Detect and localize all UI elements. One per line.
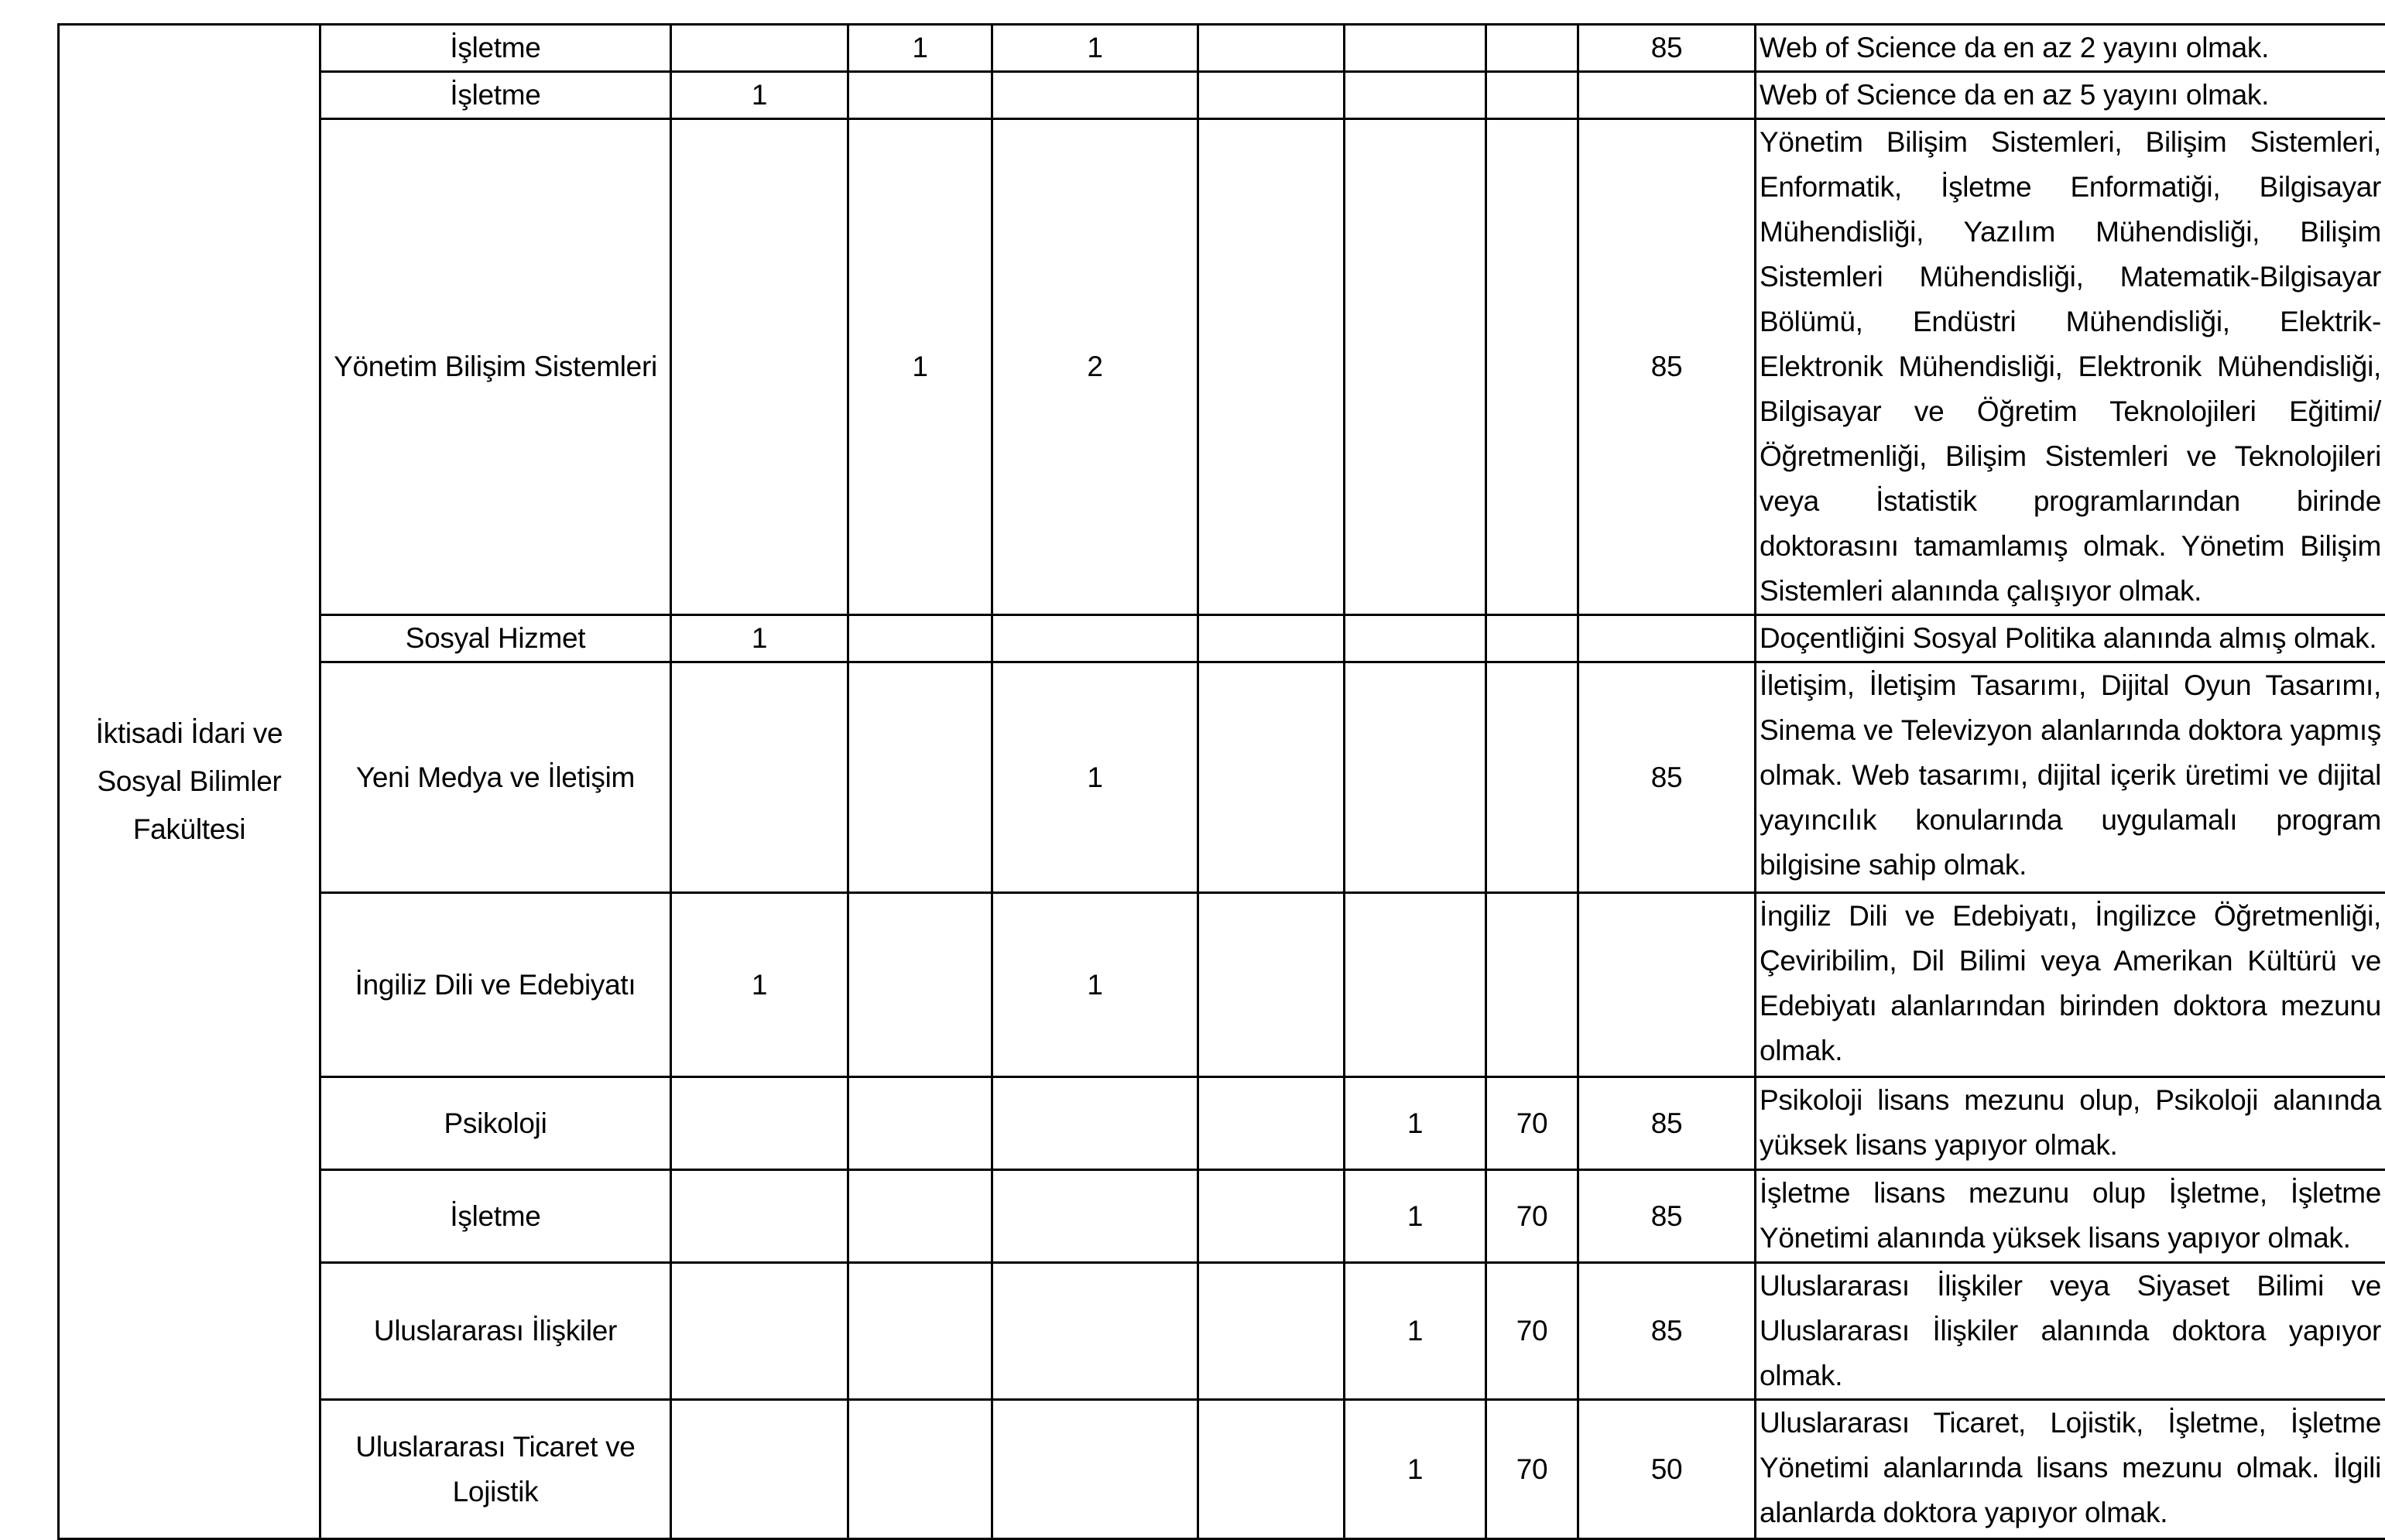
count-cell [848, 1263, 992, 1400]
table-row [59, 119, 2385, 615]
count-cell: 1 [992, 893, 1198, 1077]
count-cell: 1 [1345, 1263, 1486, 1400]
count-cell [848, 1400, 992, 1539]
score-cell [1578, 893, 1756, 1077]
count-cell: 1 [992, 662, 1198, 893]
count-cell [1198, 72, 1345, 119]
department-name: Sosyal Hizmet [320, 615, 671, 662]
table-row [59, 25, 2385, 72]
score-cell [1486, 72, 1578, 119]
requirement-text: Uluslararası Ticaret, Lojistik, İşletme, İşletme Yönetimi alanlarında lisans mezunu olmak. İlgili alanlarda doktora yapıyor olmak. [1756, 1400, 2385, 1539]
department-name: Yeni Medya ve İletişim [320, 662, 671, 893]
count-cell [848, 662, 992, 893]
count-cell [1345, 119, 1486, 615]
count-cell [992, 1170, 1198, 1263]
count-cell [992, 1263, 1198, 1400]
score-cell [1486, 119, 1578, 615]
count-cell [1198, 662, 1345, 893]
count-cell [1198, 615, 1345, 662]
requirement-text: Uluslararası İlişkiler veya Siyaset Bilimi ve Uluslararası İlişkiler alanında doktora yapıyor olmak. [1756, 1263, 2385, 1400]
count-cell [671, 1170, 848, 1263]
requirement-text: İşletme lisans mezunu olup İşletme, İşletme Yönetimi alanında yüksek lisans yapıyor olmak. [1756, 1170, 2385, 1263]
count-cell [671, 1400, 848, 1539]
count-cell [1198, 893, 1345, 1077]
requirement-text: Psikoloji lisans mezunu olup, Psikoloji alanında yüksek lisans yapıyor olmak. [1756, 1077, 2385, 1170]
department-name: Psikoloji [320, 1077, 671, 1170]
count-cell [848, 893, 992, 1077]
table-row [59, 1077, 2385, 1170]
requirement-text: Yönetim Bilişim Sistemleri, Bilişim Sistemleri, Enformatik, İşletme Enformatiği, Bilgisayar Mühendisliği, Yazılım Mühendisliği, Bilişim Sistemleri Mühendisliği, Matematik-Bilgisayar Bölümü, Endüstri Mühendisliği, Elektrik- Elektronik Mühendisliği, Elektronik Mühendisliği, Bilgisayar ve Öğretim Teknolojileri Eğitimi/Öğretmenliği, Bilişim Sistemleri ve Teknolojileri veya İstatistik programlarından birinde doktorasını tamamlamış olmak. Yönetim Bilişim Sistemleri alanında çalışıyor olmak. [1756, 119, 2385, 615]
count-cell: 1 [848, 119, 992, 615]
count-cell [1345, 25, 1486, 72]
faculty-positions-table [57, 23, 2385, 1540]
table-row [59, 1170, 2385, 1263]
table-row [59, 893, 2385, 1077]
count-cell [1198, 1077, 1345, 1170]
score-cell [1486, 893, 1578, 1077]
count-cell [1345, 662, 1486, 893]
count-cell [1345, 893, 1486, 1077]
count-cell [848, 615, 992, 662]
count-cell [1198, 119, 1345, 615]
count-cell [1198, 1170, 1345, 1263]
count-cell [992, 615, 1198, 662]
count-cell [848, 1170, 992, 1263]
requirement-text: Doçentliğini Sosyal Politika alanında almış olmak. [1756, 615, 2385, 662]
department-name: İşletme [320, 1170, 671, 1263]
table-row [59, 662, 2385, 893]
requirement-text: Web of Science da en az 2 yayını olmak. [1756, 25, 2385, 72]
count-cell [992, 1077, 1198, 1170]
score-cell: 85 [1578, 1170, 1756, 1263]
count-cell [1345, 615, 1486, 662]
score-cell: 50 [1578, 1400, 1756, 1539]
count-cell: 1 [1345, 1170, 1486, 1263]
count-cell [848, 1077, 992, 1170]
department-name: Uluslararası Ticaret ve Lojistik [320, 1400, 671, 1539]
score-cell: 85 [1578, 662, 1756, 893]
department-name: İngiliz Dili ve Edebiyatı [320, 893, 671, 1077]
department-name: İşletme [320, 25, 671, 72]
score-cell: 70 [1486, 1400, 1578, 1539]
count-cell: 1 [992, 25, 1198, 72]
count-cell [992, 72, 1198, 119]
count-cell: 1 [671, 893, 848, 1077]
score-cell: 85 [1578, 1077, 1756, 1170]
score-cell: 85 [1578, 119, 1756, 615]
count-cell [1198, 1400, 1345, 1539]
score-cell: 85 [1578, 1263, 1756, 1400]
score-cell [1486, 25, 1578, 72]
requirement-text: İngiliz Dili ve Edebiyatı, İngilizce Öğretmenliği, Çeviribilim, Dil Bilimi veya Amerikan Kültürü ve Edebiyatı alanlarından birinden doktora mezunu olmak. [1756, 893, 2385, 1077]
department-name: İşletme [320, 72, 671, 119]
count-cell: 1 [671, 615, 848, 662]
table-row [59, 1263, 2385, 1400]
count-cell [992, 1400, 1198, 1539]
table-row [59, 615, 2385, 662]
count-cell: 1 [671, 72, 848, 119]
table-row [59, 1400, 2385, 1539]
score-cell [1486, 615, 1578, 662]
score-cell: 70 [1486, 1170, 1578, 1263]
score-cell: 70 [1486, 1263, 1578, 1400]
requirement-text: İletişim, İletişim Tasarımı, Dijital Oyun Tasarımı, Sinema ve Televizyon alanlarında doktora yapmış olmak. Web tasarımı, dijital içerik üretimi ve dijital yayıncılık konularında uygulamalı program bilgisine sahip olmak. [1756, 662, 2385, 893]
score-cell: 85 [1578, 25, 1756, 72]
count-cell: 1 [848, 25, 992, 72]
table-row [59, 72, 2385, 119]
faculty-name: İktisadi İdari ve Sosyal Bilimler Fakültesi [59, 25, 320, 1539]
count-cell [671, 25, 848, 72]
count-cell [1345, 72, 1486, 119]
score-cell [1486, 662, 1578, 893]
requirement-text: Web of Science da en az 5 yayını olmak. [1756, 72, 2385, 119]
department-name: Yönetim Bilişim Sistemleri [320, 119, 671, 615]
department-name: Uluslararası İlişkiler [320, 1263, 671, 1400]
count-cell [671, 1263, 848, 1400]
count-cell: 1 [1345, 1400, 1486, 1539]
count-cell [671, 662, 848, 893]
count-cell [848, 72, 992, 119]
score-cell [1578, 615, 1756, 662]
score-cell [1578, 72, 1756, 119]
count-cell [671, 1077, 848, 1170]
count-cell [1198, 1263, 1345, 1400]
score-cell: 70 [1486, 1077, 1578, 1170]
count-cell [1198, 25, 1345, 72]
count-cell: 1 [1345, 1077, 1486, 1170]
count-cell: 2 [992, 119, 1198, 615]
count-cell [671, 119, 848, 615]
